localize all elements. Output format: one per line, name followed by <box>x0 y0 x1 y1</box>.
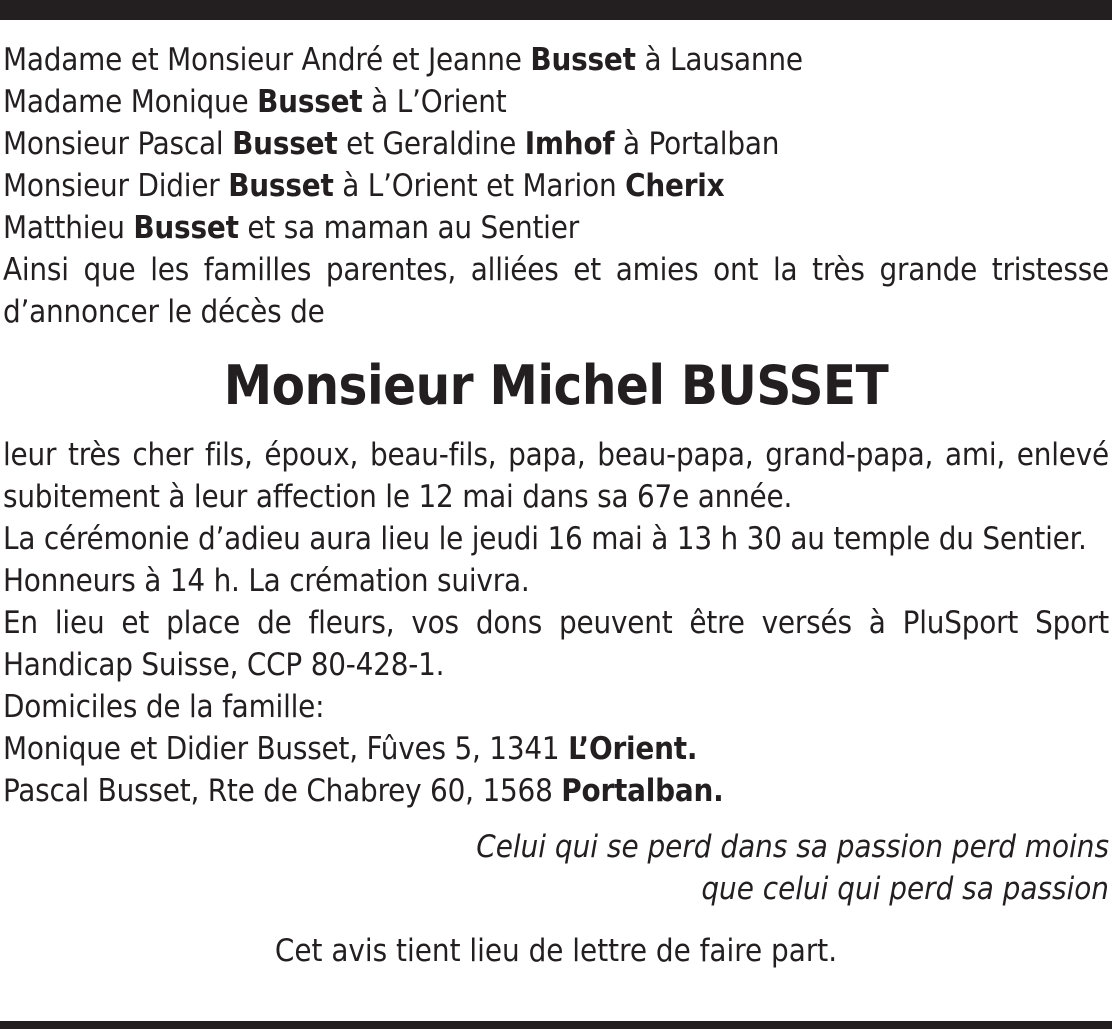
family-line-text: Madame Monique <box>3 84 258 120</box>
family-line-text: Monsieur Didier <box>3 168 229 204</box>
address-line-2 <box>3 770 1109 812</box>
donations-paragraph: En lieu et place de fleurs, vos dons peuvent être versés à PluSport Sport Handicap Suisse, CCP 80-428-1. <box>3 605 1109 683</box>
family-line-1 <box>3 39 1109 81</box>
ceremony-paragraph: La cérémonie d’adieu aura lieu le jeudi 16 mai à 13 h 30 au temple du Sentier. <box>3 521 1087 557</box>
quote-line-1: Celui qui se perd dans sa passion perd moins <box>476 829 1109 865</box>
family-line-text: à Lausanne <box>635 42 803 78</box>
deceased-name: Monsieur Michel BUSSET <box>223 354 889 417</box>
family-line-text: à L’Orient <box>362 84 507 120</box>
family-line-4 <box>3 165 1109 207</box>
top-rule <box>0 0 1112 20</box>
family-surname: Imhof <box>524 126 615 162</box>
address-text: Monique et Didier Busset, Fûves 5, 1341 <box>3 731 569 767</box>
family-surname: Busset <box>530 42 636 78</box>
honours-line: Honneurs à 14 h. La crémation suivra. <box>3 563 530 599</box>
family-line-text: Matthieu <box>3 210 134 246</box>
bottom-rule <box>0 1021 1112 1029</box>
announcement-paragraph: Ainsi que les familles parentes, alliées et amies ont la très grande tristesse d’annoncer le décès de <box>3 252 1109 330</box>
family-line-text: à Portalban <box>614 126 780 162</box>
address-locality: L’Orient. <box>568 731 698 767</box>
family-surname: Busset <box>228 168 334 204</box>
family-surname: Busset <box>232 126 338 162</box>
address-line-1 <box>3 728 1109 770</box>
quote-line-2: que celui qui perd sa passion <box>701 871 1109 907</box>
family-line-3 <box>3 123 1109 165</box>
family-line-text: et Geraldine <box>337 126 525 162</box>
relation-paragraph: leur très cher fils, époux, beau-fils, papa, beau-papa, grand-papa, ami, enlevé subitement à leur affection le 12 mai dans sa 67e année. <box>3 437 1109 515</box>
family-line-5 <box>3 207 1109 249</box>
family-line-text: Madame et Monsieur André et Jeanne <box>3 42 531 78</box>
address-locality: Portalban. <box>561 773 724 809</box>
family-surname: Cherix <box>625 168 725 204</box>
obituary-notice <box>3 39 1109 972</box>
family-line-text: Monsieur Pascal <box>3 126 233 162</box>
family-surname: Busset <box>257 84 363 120</box>
family-line-text: à L’Orient et Marion <box>333 168 626 204</box>
family-surname: Busset <box>133 210 239 246</box>
domiciles-label: Domiciles de la famille: <box>3 689 325 725</box>
footer-note: Cet avis tient lieu de lettre de faire part. <box>274 933 838 969</box>
epitaph-quote <box>3 826 1109 910</box>
address-text: Pascal Busset, Rte de Chabrey 60, 1568 <box>3 773 562 809</box>
family-line-text: et sa maman au Sentier <box>238 210 579 246</box>
family-line-2 <box>3 81 1109 123</box>
